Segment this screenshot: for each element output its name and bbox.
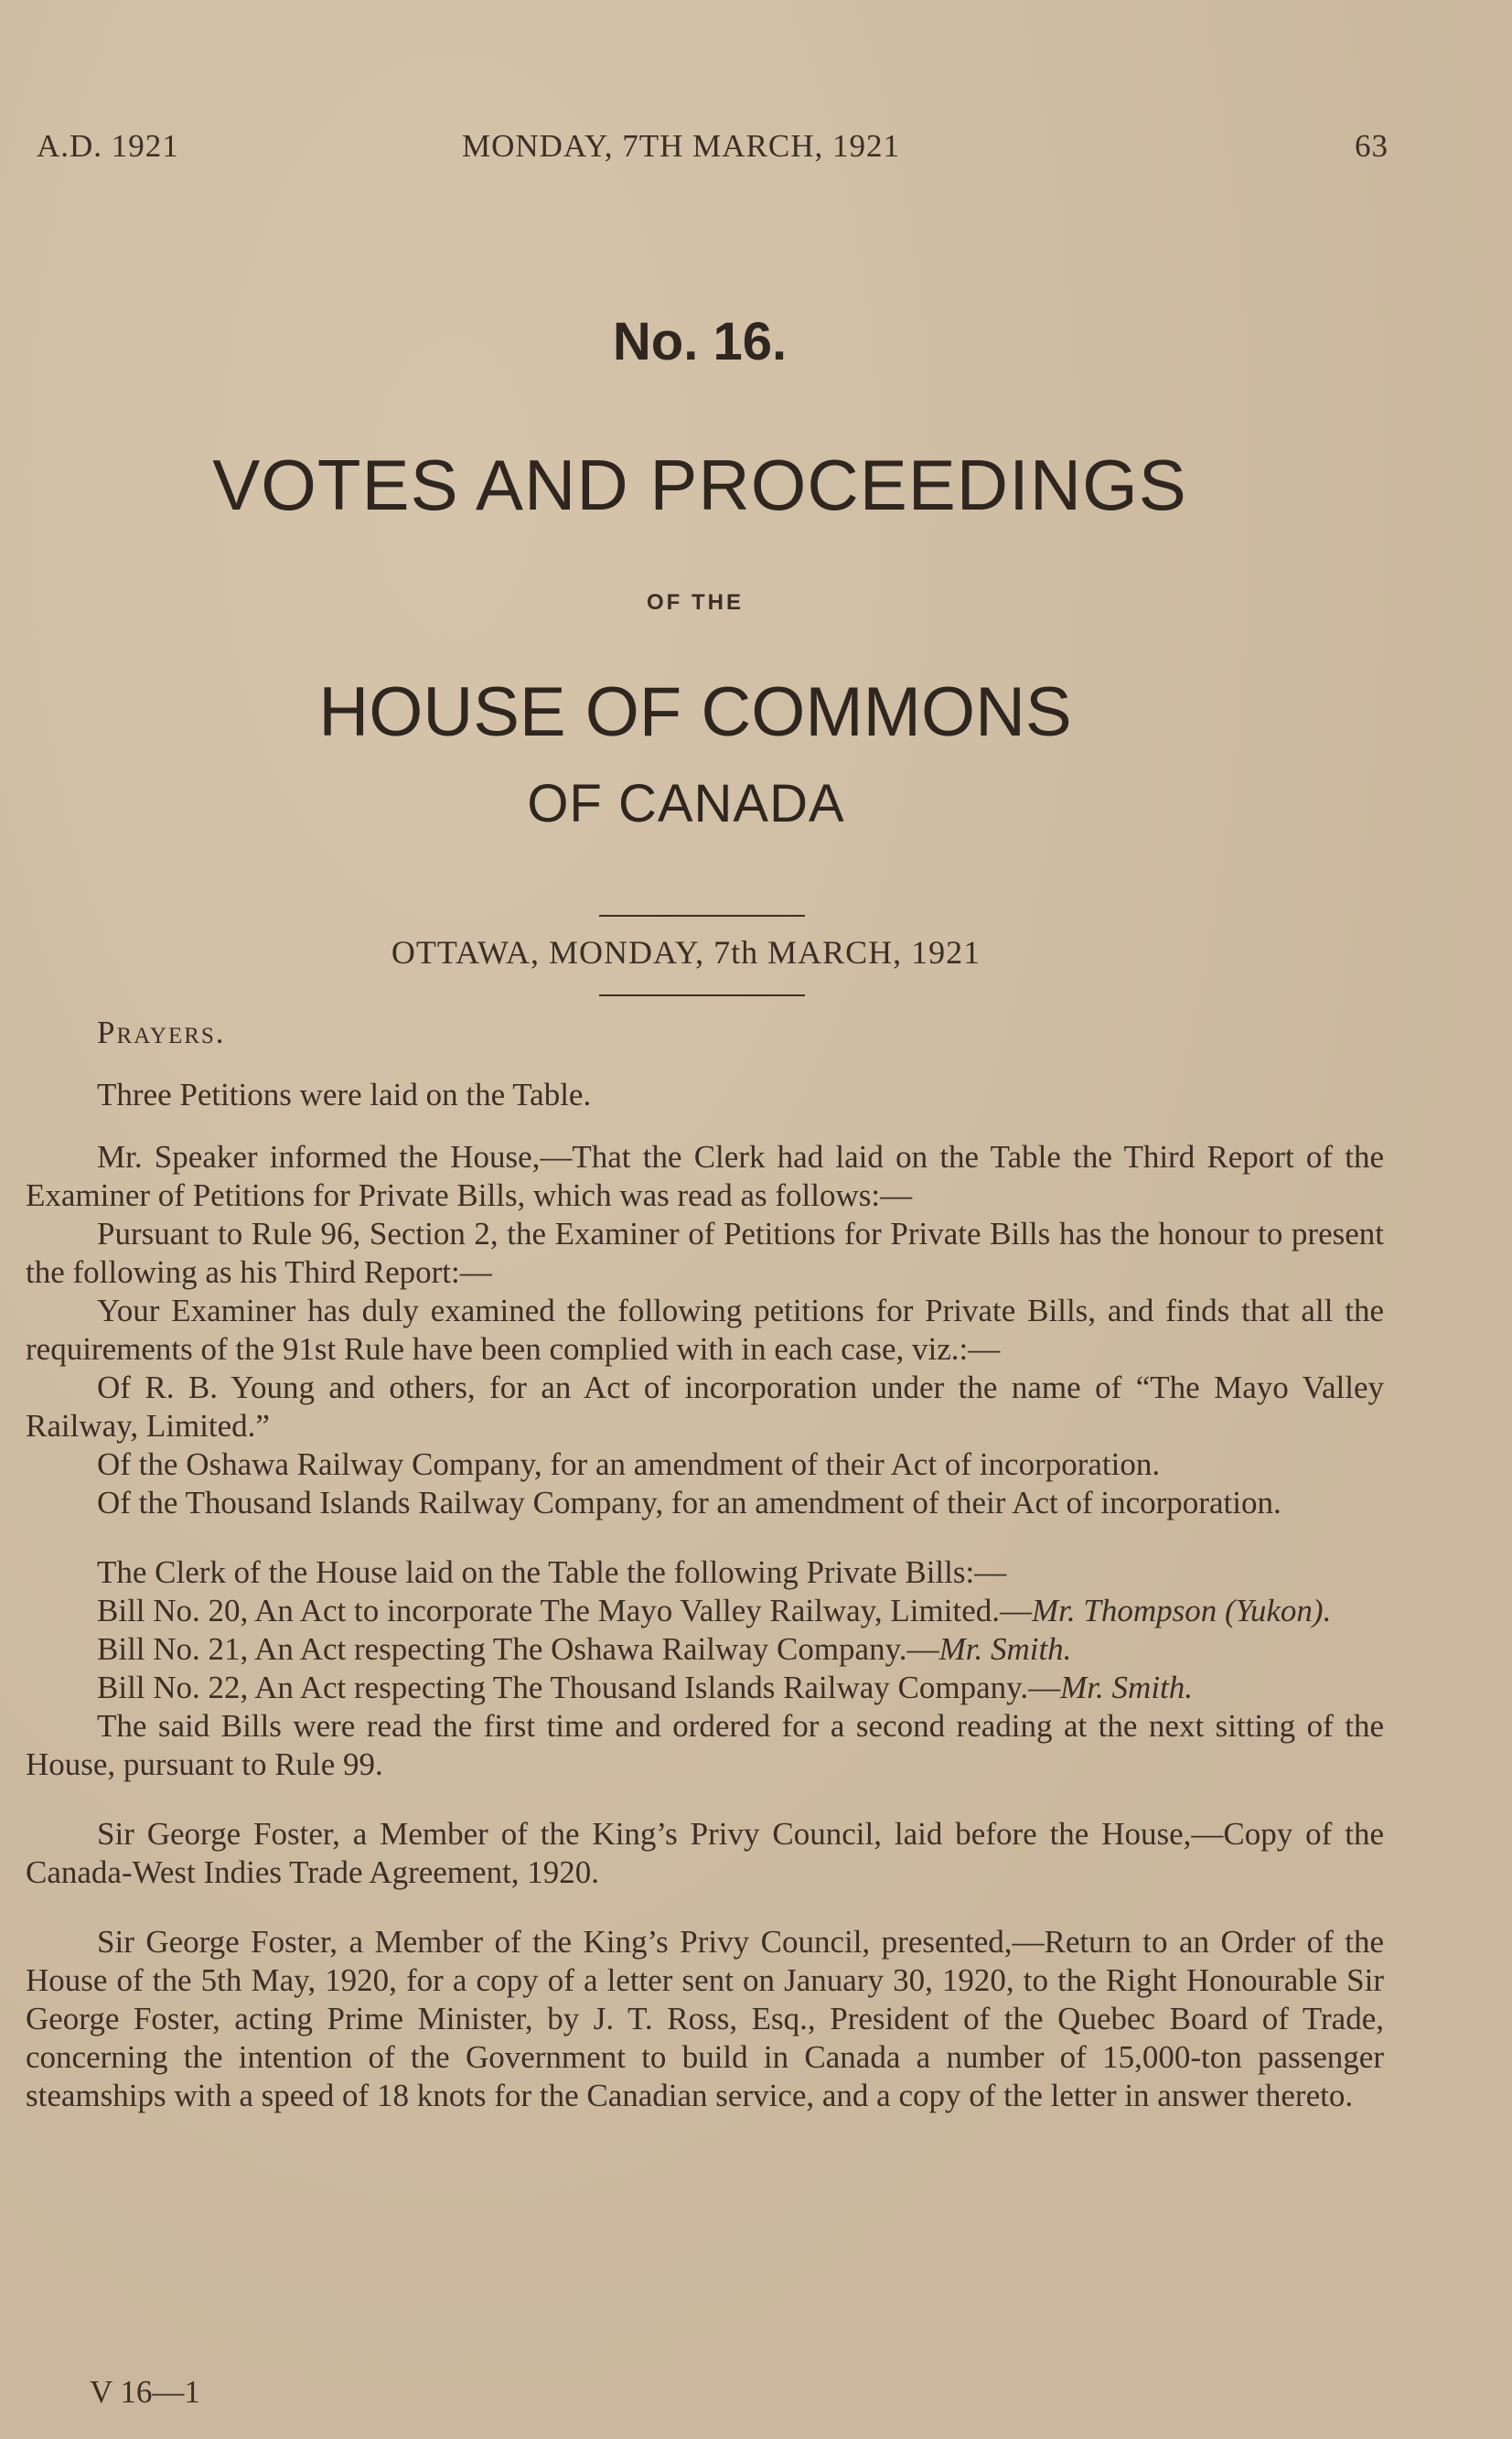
paragraph-examiner: Your Examiner has duly examined the following petitions for Private Bills, and finds that all the requirements of the 91st Rule have been complied with in each case, viz.:— [26,1293,1384,1367]
petition-mayo-valley: Of R. B. Young and others, for an Act of incorporation under the name of “The Mayo Valley Railway, Limited.” [26,1370,1384,1444]
header-date: MONDAY, 7TH MARCH, 1921 [462,128,901,164]
paragraph-speaker-report: Mr. Speaker informed the House,—That the Clerk had laid on the Table the Third Report of the Examiner of Petitions for Private Bills, which was read as follows:— [26,1139,1384,1213]
bill-21 [26,1630,1384,1669]
bill-22 [26,1669,1384,1707]
bill-22-member: Mr. Smith. [1060,1670,1194,1705]
issue-number: No. 16. [612,312,788,371]
bill-20-member: Mr. Thompson (Yukon). [1031,1593,1332,1628]
prayers-heading: Prayers. [97,1015,226,1050]
bill-21-text: Bill No. 21, An Act respecting The Oshawa Railway Company.— [97,1631,939,1667]
paragraph-private-bills: The Clerk of the House laid on the Table the following Private Bills:— [97,1554,1007,1590]
paragraph-trade-agreement: Sir George Foster, a Member of the King’s Privy Council, laid before the House,—Copy of the Canada-West Indies Trade Agreement, 1920. [26,1816,1384,1890]
proceedings-body [26,1014,1384,2115]
paragraph-first-reading: The said Bills were read the first time and ordered for a second reading at the next sitting of the House, pursuant to Rule 99. [26,1708,1384,1782]
paragraph-return-order: Sir George Foster, a Member of the King’s Privy Council, presented,—Return to an Order of the House of the 5th May, 1920, for a copy of a letter sent on January 30, 1920, to the Right Honourable Sir George Foster, acting Prime Minister, by J. T. Ross, Esq., President of the Quebec Board of Trade, concerning the intention of the Government to build in Canada a number of 15,000-ton passenger steamships with a speed of 18 knots for the Canadian service, and a copy of the letter in answer thereto. [26,1924,1384,2113]
header-year: A.D. 1921 [37,128,179,164]
title-house-of-commons: HOUSE OF COMMONS [318,673,1072,751]
signature-mark: V 16—1 [90,2374,200,2410]
title-of-the: OF THE [647,590,744,615]
paragraph-rule-96: Pursuant to Rule 96, Section 2, the Examiner of Petitions for Private Bills has the honour to present the following as his Third Report:— [26,1216,1384,1290]
divider-top [599,915,805,917]
page-number: 63 [1355,128,1389,164]
bill-21-member: Mr. Smith. [938,1631,1072,1667]
dateline: OTTAWA, MONDAY, 7th MARCH, 1921 [391,934,981,971]
paragraph-petitions: Three Petitions were laid on the Table. [97,1077,592,1112]
petition-thousand-islands: Of the Thousand Islands Railway Company, for an amendment of their Act of incorporation. [97,1485,1281,1520]
title-of-canada: OF CANADA [527,774,845,833]
bill-20-text: Bill No. 20, An Act to incorporate The Mayo Valley Railway, Limited.— [97,1593,1032,1628]
title-votes-and-proceedings: VOTES AND PROCEEDINGS [212,445,1187,525]
bill-20 [26,1592,1384,1630]
divider-bottom [599,994,805,996]
petition-oshawa: Of the Oshawa Railway Company, for an amendment of their Act of incorporation. [97,1446,1161,1482]
bill-22-text: Bill No. 22, An Act respecting The Thousand Islands Railway Company.— [97,1670,1061,1705]
running-head [0,128,1512,174]
